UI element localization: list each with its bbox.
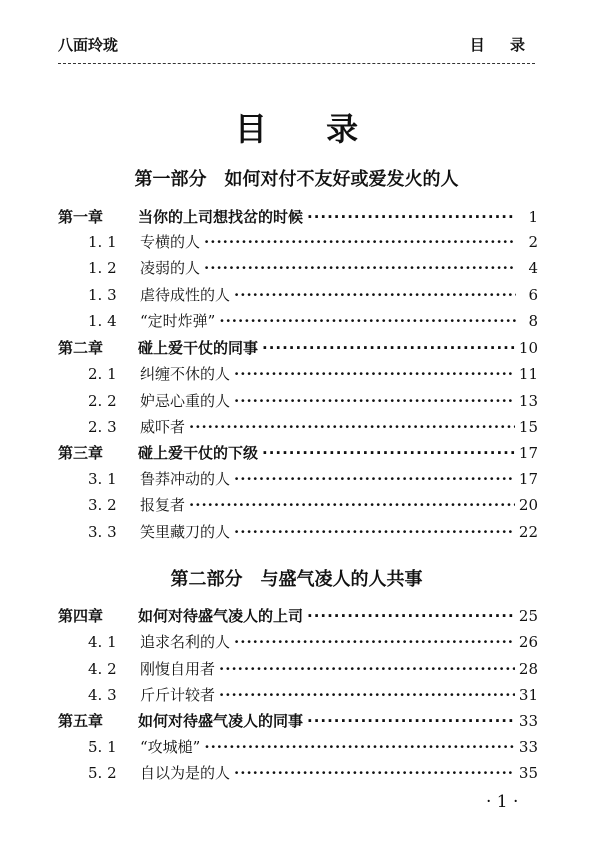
page-number: · 1 · xyxy=(486,792,519,812)
header-rule xyxy=(58,63,535,64)
toc-section-1-2[interactable] xyxy=(58,257,538,279)
dot-leader xyxy=(219,658,515,680)
entry-page: 10 xyxy=(518,339,538,357)
entry-title: 碰上爱干仗的下级 xyxy=(138,444,259,462)
entry-title: 碰上爱干仗的同事 xyxy=(138,339,259,357)
entry-page: 17 xyxy=(518,470,538,488)
entry-number: 5. 2 xyxy=(88,764,117,782)
entry-number: 5. 1 xyxy=(88,738,117,756)
entry-number: 1. 3 xyxy=(88,286,117,304)
entry-title: 如何对待盛气凌人的上司 xyxy=(138,607,304,625)
entry-page: 8 xyxy=(528,312,538,330)
entry-page: 15 xyxy=(518,418,538,436)
entry-title: 笑里藏刀的人 xyxy=(140,523,231,541)
entry-page: 4 xyxy=(528,259,538,277)
entry-page: 1 xyxy=(528,208,538,226)
toc-section-4-3[interactable] xyxy=(58,684,538,706)
toc-chapter-3[interactable] xyxy=(58,442,538,464)
part-heading-1: 第一部分 如何对付不友好或爱发火的人 xyxy=(134,169,459,190)
running-header xyxy=(58,34,535,54)
entry-title: 如何对待盛气凌人的同事 xyxy=(138,712,304,730)
dot-leader xyxy=(307,206,516,228)
entry-number: 第三章 xyxy=(58,444,104,462)
entry-number: 第二章 xyxy=(58,339,104,357)
toc-section-3-3[interactable] xyxy=(58,521,538,543)
entry-page: 17 xyxy=(518,444,538,462)
entry-page: 6 xyxy=(528,286,538,304)
entry-page: 26 xyxy=(518,633,538,651)
entry-title: 自以为是的人 xyxy=(140,764,231,782)
entry-number: 第一章 xyxy=(58,208,104,226)
dot-leader xyxy=(307,710,515,732)
entry-number: 3. 3 xyxy=(88,523,117,541)
entry-number: 4. 3 xyxy=(88,686,117,704)
dot-leader xyxy=(219,684,515,706)
entry-page: 11 xyxy=(518,365,538,383)
entry-title: “攻城槌” xyxy=(140,738,201,756)
dot-leader xyxy=(204,257,516,279)
toc-section-1-1[interactable] xyxy=(58,231,538,253)
entry-title: 虐待成性的人 xyxy=(140,286,231,304)
entry-title: 当你的上司想找岔的时候 xyxy=(138,208,304,226)
toc-chapter-1[interactable] xyxy=(58,206,538,228)
entry-page: 22 xyxy=(518,523,538,541)
toc-section-2-2[interactable] xyxy=(58,390,538,412)
dot-leader xyxy=(234,521,515,543)
entry-number: 2. 1 xyxy=(88,365,117,383)
entry-number: 3. 2 xyxy=(88,496,117,514)
entry-page: 2 xyxy=(528,233,538,251)
dot-leader xyxy=(234,390,515,412)
entry-number: 1. 4 xyxy=(88,312,117,330)
toc-section-4-1[interactable] xyxy=(58,631,538,653)
toc-chapter-4[interactable] xyxy=(58,605,538,627)
dot-leader xyxy=(234,284,516,306)
toc-section-5-1[interactable] xyxy=(58,736,538,758)
toc-section-2-3[interactable] xyxy=(58,416,538,438)
toc-section-3-1[interactable] xyxy=(58,468,538,490)
entry-page: 28 xyxy=(518,660,538,678)
dot-leader xyxy=(262,442,515,464)
dot-leader xyxy=(204,736,515,758)
entry-page: 35 xyxy=(518,764,538,782)
entry-title: 纠缠不休的人 xyxy=(140,365,231,383)
toc-chapter-5[interactable] xyxy=(58,710,538,732)
toc-section-1-3[interactable] xyxy=(58,284,538,306)
entry-title: 追求名利的人 xyxy=(140,633,231,651)
entry-page: 13 xyxy=(518,392,538,410)
page-title: 目 录 xyxy=(234,110,383,148)
dot-leader xyxy=(189,416,515,438)
entry-page: 33 xyxy=(518,738,538,756)
entry-number: 4. 2 xyxy=(88,660,117,678)
entry-number: 1. 1 xyxy=(88,233,117,251)
entry-title: “定时炸弹” xyxy=(140,312,216,330)
entry-title: 斤斤计较者 xyxy=(140,686,216,704)
entry-number: 第五章 xyxy=(58,712,104,730)
entry-title: 专横的人 xyxy=(140,233,201,251)
book-title: 八面玲珑 xyxy=(58,36,119,54)
toc-section-3-2[interactable] xyxy=(58,494,538,516)
dot-leader xyxy=(234,762,515,784)
entry-number: 3. 1 xyxy=(88,470,117,488)
part-heading-2: 第二部分 与盛气凌人的人共事 xyxy=(170,569,423,590)
entry-number: 4. 1 xyxy=(88,633,117,651)
toc-section-5-2[interactable] xyxy=(58,762,538,784)
dot-leader xyxy=(307,605,515,627)
dot-leader xyxy=(234,468,515,490)
entry-page: 25 xyxy=(518,607,538,625)
toc-section-4-2[interactable] xyxy=(58,658,538,680)
dot-leader xyxy=(234,363,515,385)
dot-leader xyxy=(219,310,516,332)
dot-leader xyxy=(189,494,515,516)
entry-page: 20 xyxy=(518,496,538,514)
entry-title: 鲁莽冲动的人 xyxy=(140,470,231,488)
dot-leader xyxy=(262,337,515,359)
dot-leader xyxy=(204,231,516,253)
toc-chapter-2[interactable] xyxy=(58,337,538,359)
entry-title: 刚愎自用者 xyxy=(140,660,216,678)
entry-title: 威吓者 xyxy=(140,418,186,436)
entry-number: 2. 3 xyxy=(88,418,117,436)
entry-page: 33 xyxy=(518,712,538,730)
entry-title: 凌弱的人 xyxy=(140,259,201,277)
header-section-label: 目 录 xyxy=(469,36,535,54)
dot-leader xyxy=(234,631,515,653)
entry-title: 报复者 xyxy=(140,496,186,514)
entry-number: 第四章 xyxy=(58,607,104,625)
entry-number: 1. 2 xyxy=(88,259,117,277)
entry-page: 31 xyxy=(518,686,538,704)
entry-title: 妒忌心重的人 xyxy=(140,392,231,410)
toc-section-2-1[interactable] xyxy=(58,363,538,385)
toc-section-1-4[interactable] xyxy=(58,310,538,332)
entry-number: 2. 2 xyxy=(88,392,117,410)
